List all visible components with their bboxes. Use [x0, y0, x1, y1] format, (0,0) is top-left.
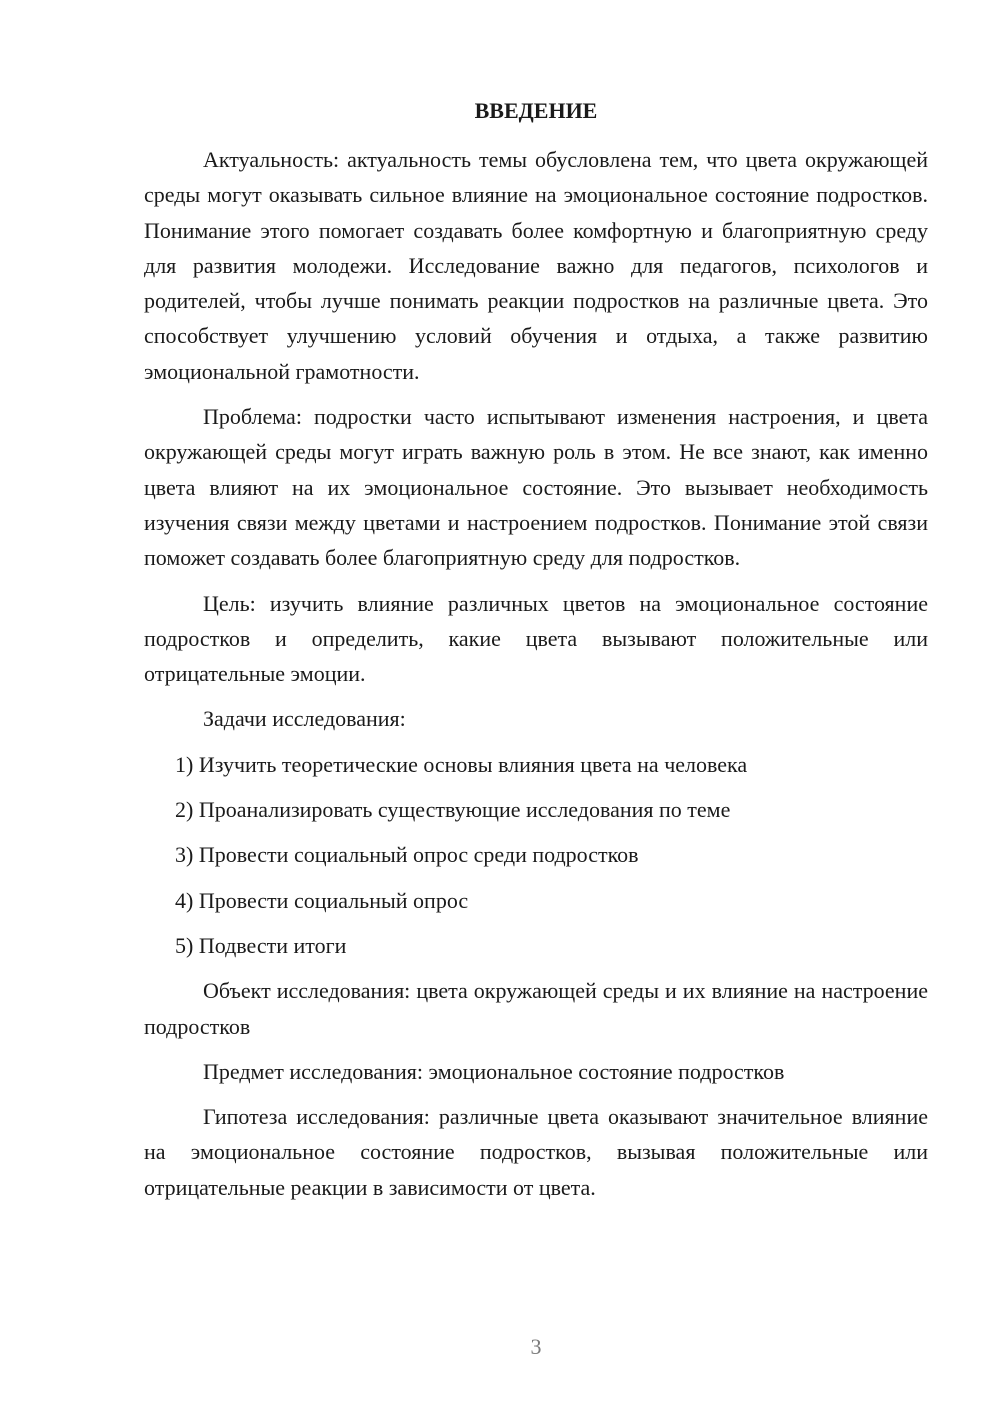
task-item: 5) Подвести итоги — [175, 932, 347, 958]
page-title: ВВЕДЕНИЕ — [474, 98, 598, 123]
tasks-list — [144, 747, 928, 963]
problem-paragraph: Проблема: подростки часто испытывают изменения настроения, и цвета окружающей среды могут играть важную роль в этом. Не все знают, как именно цвета влияют на их эмоциональное состояние. Это вызывает необходимость изучения связи между цветами и настроением подростков. Понимание этой связи поможет создавать более благоприятную среду для подростков. — [144, 404, 928, 571]
page-number: 3 — [530, 1334, 542, 1359]
task-item: 3) Провести социальный опрос среди подростков — [175, 842, 639, 868]
task-item: 1) Изучить теоретические основы влияния цвета на человека — [175, 751, 748, 777]
object-paragraph: Объект исследования: цвета окружающей среды и их влияние на настроение подростков — [144, 978, 928, 1039]
goal-paragraph: Цель: изучить влияние различных цветов на эмоциональное состояние подростков и определить, какие цвета вызывают положительные или отрицательные эмоции. — [144, 590, 928, 687]
document-body — [144, 142, 928, 1215]
relevance-paragraph: Актуальность: актуальность темы обусловлена тем, что цвета окружающей среды могут оказывать сильное влияние на эмоциональное состояние подростков. Понимание этого помогает создавать более комфортную и благоприятную среду для развития молодежи. Исследование важно для педагогов, психологов и родителей, чтобы лучше понимать реакции подростков на различные цвета. Это способствует улучшению условий обучения и отдыха, а также развитию эмоциональной грамотности. — [144, 147, 928, 384]
subject-paragraph: Предмет исследования: эмоциональное состояние подростков — [203, 1058, 785, 1084]
hypothesis-paragraph: Гипотеза исследования: различные цвета оказывают значительное влияние на эмоциональное состояние подростков, вызывая положительные или отрицательные реакции в зависимости от цвета. — [144, 1104, 928, 1200]
tasks-heading: Задачи исследования: — [203, 706, 406, 732]
task-item: 4) Провести социальный опрос — [175, 887, 469, 913]
task-item: 2) Проанализировать существующие исследования по теме — [175, 797, 731, 823]
